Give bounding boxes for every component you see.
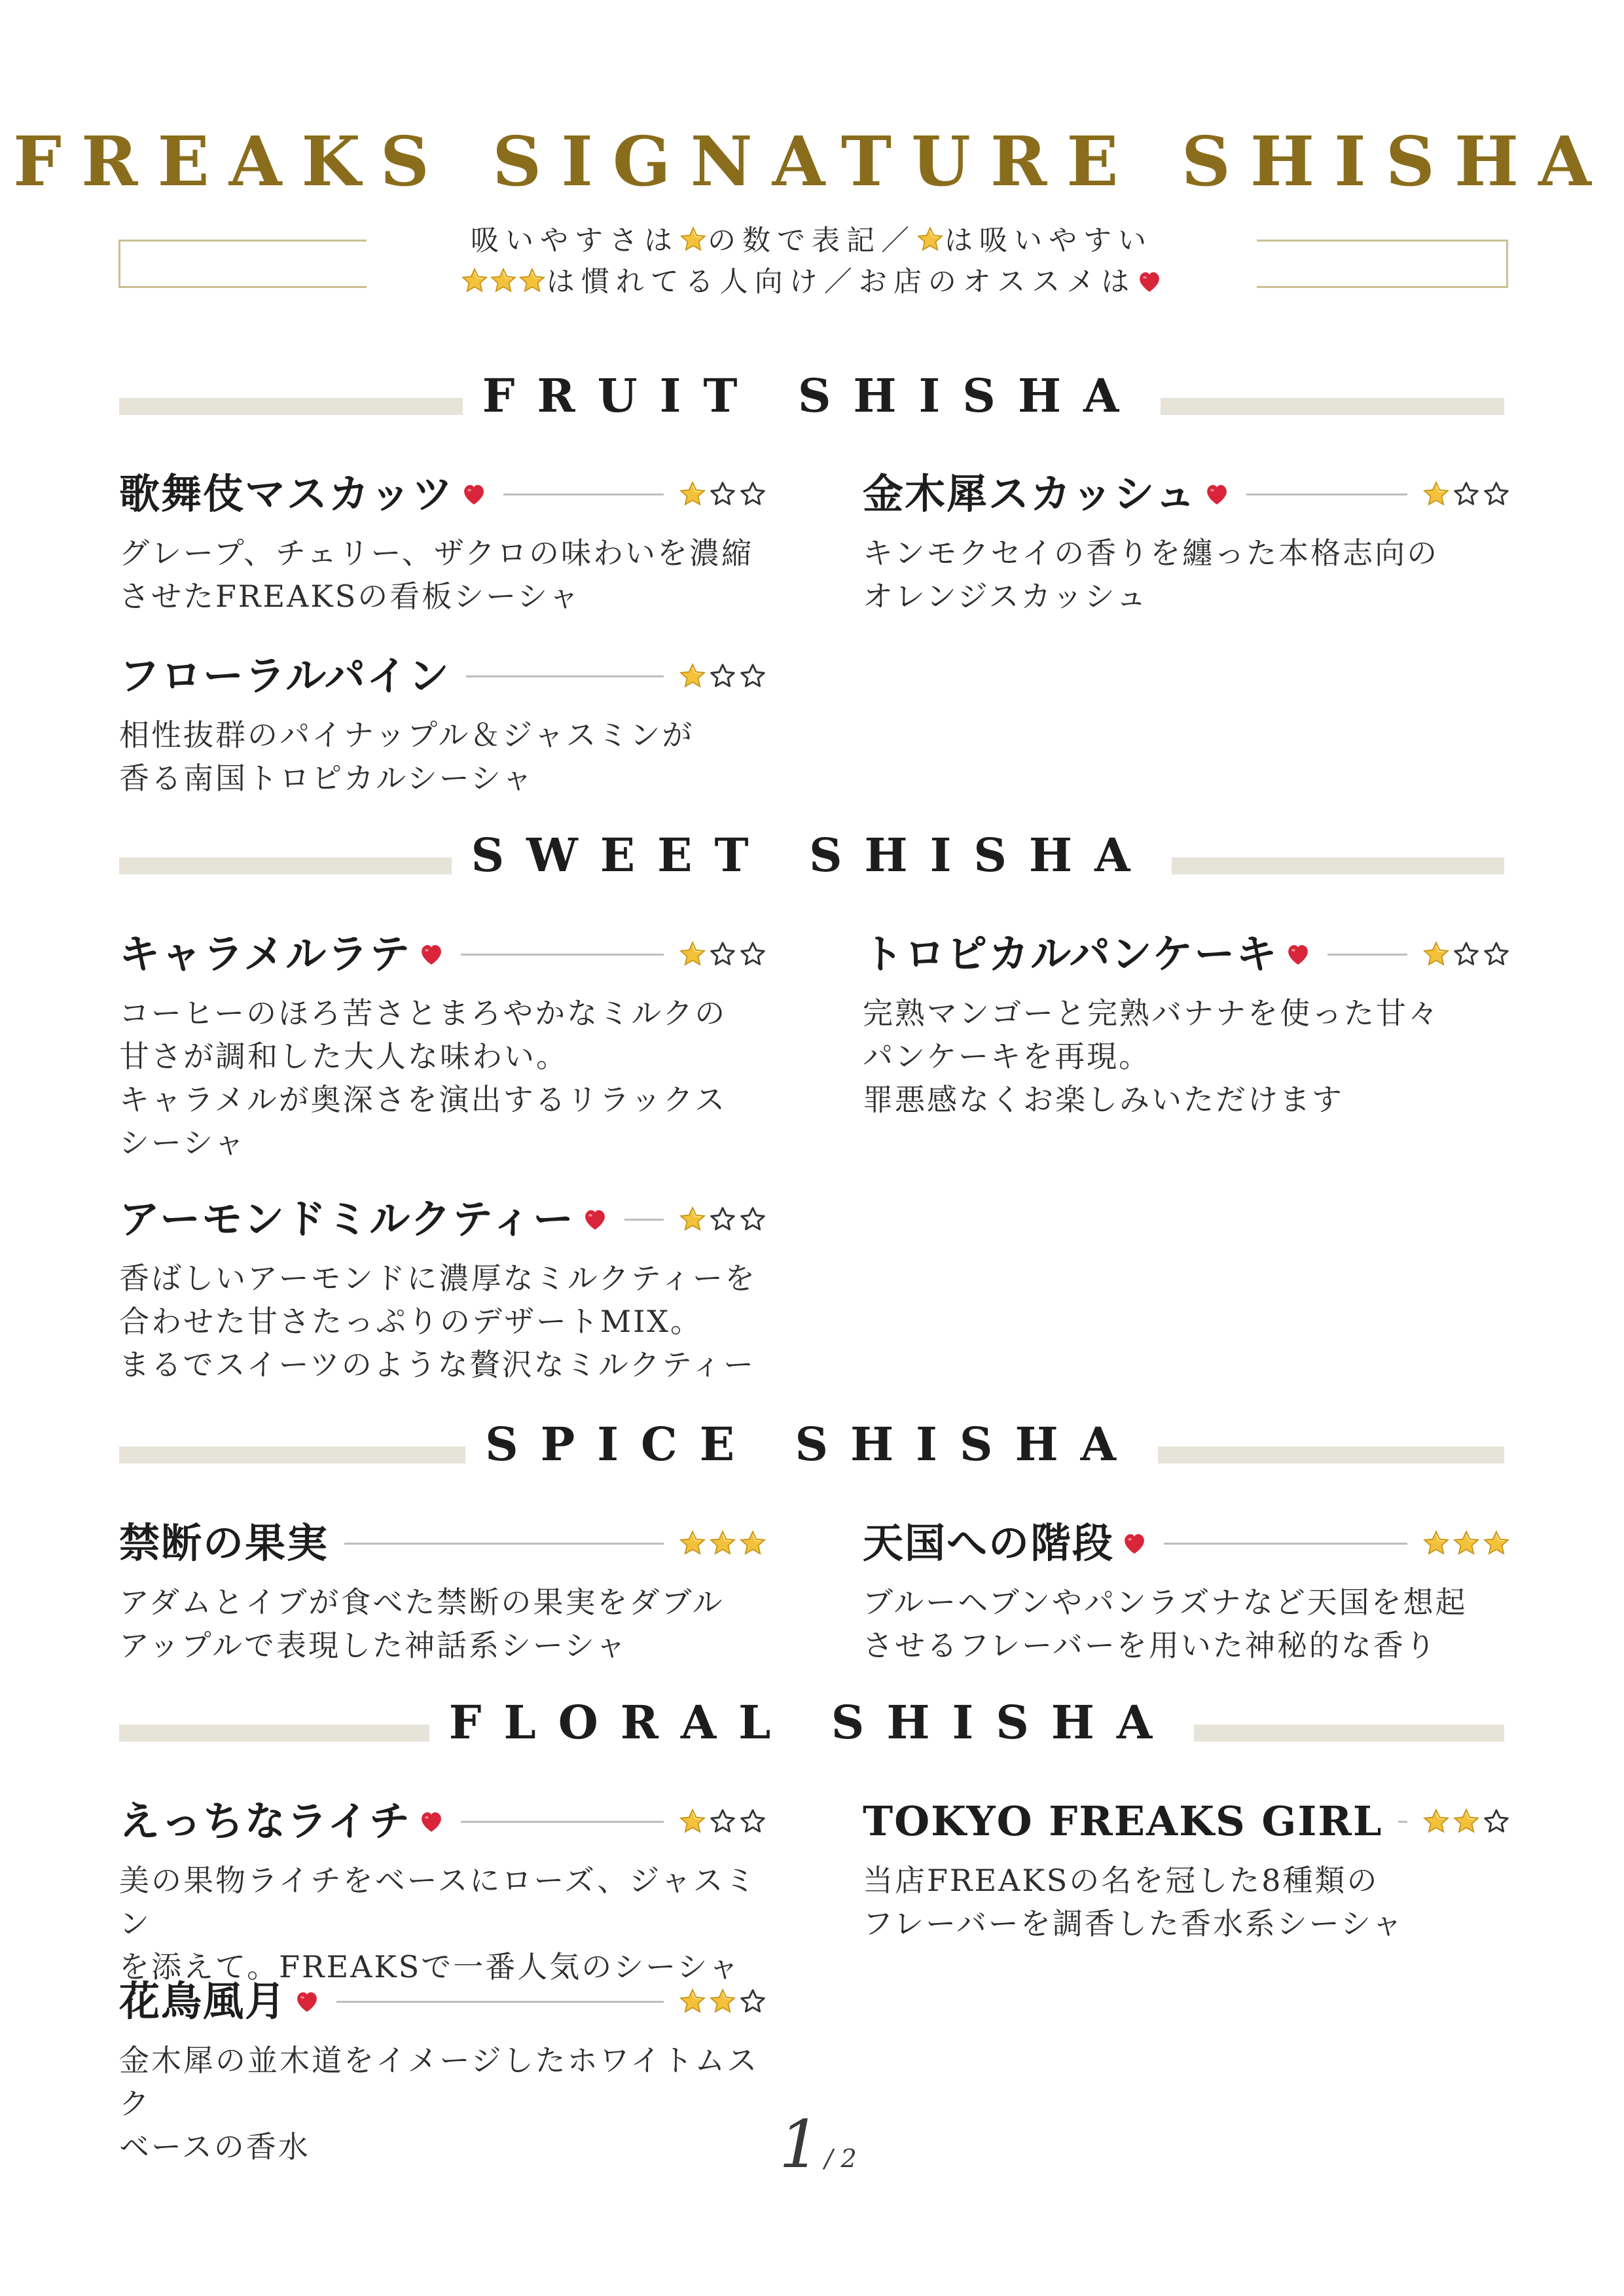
item-name: 金木犀スカッシュ xyxy=(863,470,1197,518)
empty-star-icon xyxy=(1482,940,1511,969)
legend-text-1c: は吸いやすい xyxy=(945,224,1153,257)
empty-star-icon xyxy=(1452,940,1481,969)
star-icon xyxy=(678,1807,707,1836)
empty-star-icon xyxy=(738,1205,767,1234)
empty-star-icon xyxy=(738,1987,767,2016)
leader-line xyxy=(461,954,664,956)
item-name: 天国への階段 xyxy=(863,1519,1115,1567)
star-icon xyxy=(679,225,708,254)
menu-item xyxy=(863,926,1511,1121)
empty-star-icon xyxy=(738,940,767,969)
star-icon xyxy=(708,1987,737,2016)
section-title: FLORAL SHISHA xyxy=(429,1698,1194,1747)
item-description: ブルーヘブンやパンラズナなど天国を想起 させるフレーバーを用いた神秘的な香り xyxy=(863,1585,1468,1663)
item-description: キンモクセイの香りを纏った本格志向の オレンジスカッシュ xyxy=(863,535,1439,614)
item-name: アーモンドミルクティー xyxy=(119,1195,575,1243)
item-header xyxy=(119,1191,767,1247)
leader-line xyxy=(1398,1821,1407,1823)
empty-star-icon xyxy=(1482,480,1511,509)
item-name: 歌舞伎マスカッツ xyxy=(119,470,454,518)
item-header xyxy=(119,926,767,982)
leader-line xyxy=(1164,1543,1407,1545)
heart-icon xyxy=(581,1206,609,1233)
leader-line xyxy=(466,675,664,677)
menu-item xyxy=(119,466,767,618)
star-rating xyxy=(678,1987,767,2016)
star-icon xyxy=(678,940,707,969)
menu-item xyxy=(119,926,767,1164)
menu-item xyxy=(119,1191,767,1386)
leader-line xyxy=(344,1543,664,1545)
leader-line xyxy=(1246,493,1407,495)
item-description: 当店FREAKSの名を冠した8種類の フレーバーを調香した香水系シーシャ xyxy=(863,1863,1405,1941)
item-name: 禁断の果実 xyxy=(119,1519,329,1567)
star-icon xyxy=(708,1529,737,1558)
star-rating xyxy=(678,940,767,969)
legend-text-2b: は慣れてる人向け／お店のオススメは xyxy=(546,266,1136,298)
empty-star-icon xyxy=(708,1205,737,1234)
empty-star-icon xyxy=(708,480,737,509)
star-rating xyxy=(678,480,767,509)
star-icon xyxy=(678,1205,707,1234)
star-icon xyxy=(678,480,707,509)
item-description: 美の果物ライチをベースにローズ、ジャスミン を添えて。FREAKSで一番人気のシーシャ xyxy=(119,1863,757,1984)
leader-line xyxy=(336,2001,664,2003)
item-header xyxy=(863,1515,1511,1571)
item-name: フローラルパイン xyxy=(119,652,450,700)
menu-item xyxy=(863,1793,1511,1945)
star-icon xyxy=(738,1529,767,1558)
legend-text-1a: 吸いやすさは xyxy=(471,224,679,257)
heart-icon xyxy=(460,480,488,508)
legend-line-1 xyxy=(367,219,1257,262)
leader-line xyxy=(503,493,664,495)
star-rating xyxy=(678,662,767,691)
item-name: TOKYO FREAKS GIRL xyxy=(863,1797,1383,1845)
page-number xyxy=(779,2106,857,2183)
star-rating xyxy=(1422,940,1511,969)
heart-icon xyxy=(1121,1530,1148,1557)
item-description: 香ばしいアーモンドに濃厚なミルクティーを 合わせた甘さたっぷりのデザートMIX。 まるでスイーツのような贅沢なミルクティー xyxy=(119,1261,757,1382)
section-title: SWEET SHISHA xyxy=(452,831,1172,880)
star-icon xyxy=(1452,1807,1481,1836)
empty-star-icon xyxy=(708,940,737,969)
heart-icon xyxy=(1284,941,1312,968)
item-name: トロピカルパンケーキ xyxy=(863,930,1278,978)
item-header xyxy=(119,1515,767,1571)
star-icon xyxy=(916,225,945,254)
leader-line xyxy=(1327,954,1407,956)
legend-line-2 xyxy=(367,260,1257,304)
item-header xyxy=(119,648,767,704)
page-total: / 2 xyxy=(824,2144,857,2173)
item-name: えっちなライチ xyxy=(119,1797,412,1845)
item-header xyxy=(863,926,1511,982)
item-description: 相性抜群のパイナップル＆ジャスミンが 香る南国トロピカルシーシャ xyxy=(119,717,695,796)
page-title: FREAKS SIGNATURE SHISHA xyxy=(13,121,1611,202)
item-name: キャラメルラテ xyxy=(119,930,412,978)
empty-star-icon xyxy=(1482,1807,1511,1836)
star-rating xyxy=(678,1807,767,1836)
item-header xyxy=(119,1973,767,2030)
section-title: SPICE SHISHA xyxy=(465,1420,1158,1469)
star-rating xyxy=(678,1205,767,1234)
star-icon xyxy=(1422,1529,1451,1558)
empty-star-icon xyxy=(738,662,767,691)
star-icon xyxy=(1422,480,1451,509)
star-icon xyxy=(1482,1529,1511,1558)
star-rating xyxy=(678,1529,767,1558)
empty-star-icon xyxy=(738,480,767,509)
menu-item xyxy=(119,1515,767,1667)
empty-star-icon xyxy=(738,1807,767,1836)
leader-line xyxy=(624,1219,664,1221)
item-header xyxy=(863,466,1511,522)
item-description: コーヒーのほろ苦さとまろやかなミルクの 甘さが調和した大人な味わい。 キャラメルが奥深さを演出するリラックス シーシャ xyxy=(119,996,727,1160)
star-icon xyxy=(1422,1807,1451,1836)
star-icon xyxy=(1422,940,1451,969)
empty-star-icon xyxy=(1452,480,1481,509)
item-description: 完熟マンゴーと完熟バナナを使った甘々 パンケーキを再現。 罪悪感なくお楽しみいただけます xyxy=(863,996,1440,1117)
heart-icon xyxy=(293,1988,321,2015)
star-icon xyxy=(518,266,547,295)
star-icon xyxy=(678,1529,707,1558)
item-header xyxy=(119,466,767,522)
heart-icon xyxy=(1136,268,1163,295)
heart-icon xyxy=(418,1808,445,1835)
item-name: 花鳥風月 xyxy=(119,1977,287,2025)
menu-item xyxy=(119,1973,767,2168)
star-icon xyxy=(678,1987,707,2016)
leader-line xyxy=(461,1821,664,1823)
heart-icon xyxy=(1203,480,1231,508)
star-rating xyxy=(1422,1807,1511,1836)
item-description: グレープ、チェリー、ザクロの味わいを濃縮 させたFREAKSの看板シーシャ xyxy=(119,535,753,614)
empty-star-icon xyxy=(708,1807,737,1836)
legend-text-1b: の数で表記／ xyxy=(708,224,916,257)
item-description: 金木犀の並木道をイメージしたホワイトムスク ベースの香水 xyxy=(119,2043,759,2164)
empty-star-icon xyxy=(708,662,737,691)
star-icon xyxy=(678,662,707,691)
star-rating xyxy=(1422,1529,1511,1558)
page-current: 1 xyxy=(779,2106,821,2183)
star-icon xyxy=(460,266,489,295)
menu-item xyxy=(119,648,767,800)
section-title: FRUIT SHISHA xyxy=(463,372,1161,420)
item-description: アダムとイブが食べた禁断の果実をダブル アップルで表現した神話系シーシャ xyxy=(119,1585,725,1663)
item-header xyxy=(119,1793,767,1850)
star-icon xyxy=(489,266,518,295)
heart-icon xyxy=(418,941,445,968)
star-rating xyxy=(1422,480,1511,509)
item-header xyxy=(863,1793,1511,1850)
menu-item xyxy=(119,1793,767,1988)
menu-item xyxy=(863,1515,1511,1667)
menu-item xyxy=(863,466,1511,618)
star-icon xyxy=(1452,1529,1481,1558)
